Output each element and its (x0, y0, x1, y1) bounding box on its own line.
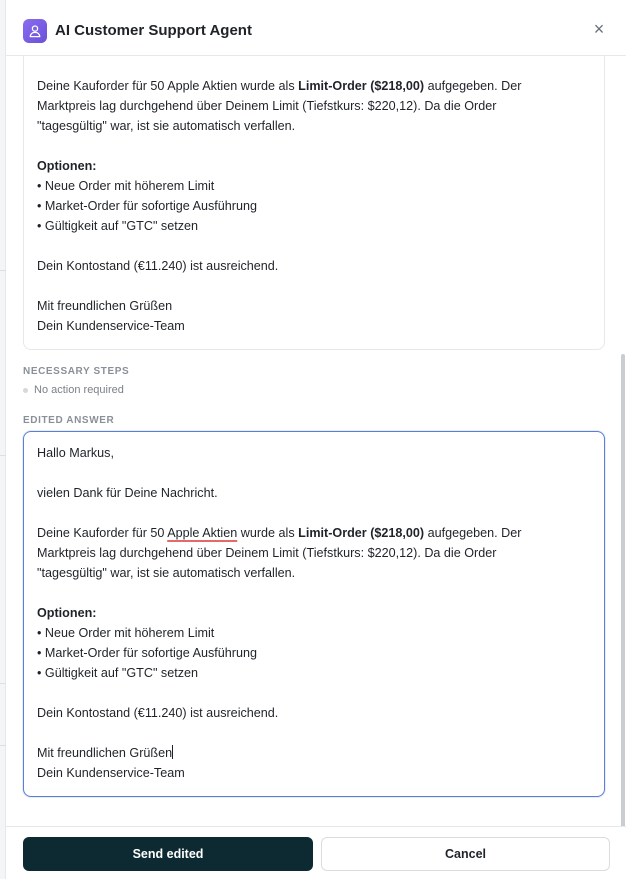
edited-option-2: • Market-Order für sofortige Ausführung (37, 646, 257, 660)
answer-option-1: • Neue Order mit höherem Limit (37, 179, 215, 193)
answer-signature: Dein Kundenservice-Team (37, 319, 185, 333)
answer-options-title: Optionen: (37, 159, 97, 173)
support-agent-panel (6, 0, 626, 879)
answer-closing: Mit freundlichen Grüßen (37, 299, 173, 313)
edited-paragraph-line-3: "tagesgültig" war, ist sie automatisch verfallen. (37, 566, 296, 580)
bullet-dot-icon (23, 388, 28, 393)
agent-avatar (23, 19, 47, 43)
necessary-step-item (23, 384, 124, 396)
cancel-button[interactable]: Cancel (321, 837, 610, 871)
edited-options-title: Optionen: (37, 606, 97, 620)
edited-thanks: vielen Dank für Deine Nachricht. (37, 486, 218, 500)
answer-balance: Dein Kontostand (€11.240) ist ausreichend. (37, 259, 279, 273)
edited-balance: Dein Kontostand (€11.240) ist ausreichend. (37, 706, 279, 720)
edited-option-3: • Gültigkeit auf "GTC" setzen (37, 666, 199, 680)
panel-header (6, 0, 626, 56)
ai-answer-card (23, 56, 605, 350)
edited-paragraph-line-2: Marktpreis lag durchgehend über Deinem Limit (Tiefstkurs: $220,12). Da die Order (37, 546, 497, 560)
send-edited-button[interactable]: Send edited (23, 837, 313, 871)
answer-paragraph-line-1: Deine Kauforder für 50 Apple Aktien wurde als Limit-Order ($218,00) aufgegeben. Der (37, 79, 522, 93)
edited-greeting: Hallo Markus, (37, 446, 114, 460)
edited-option-1: • Neue Order mit höherem Limit (37, 626, 215, 640)
answer-option-3: • Gültigkeit auf "GTC" setzen (37, 219, 199, 233)
necessary-step-text: No action required (34, 384, 124, 396)
edited-closing-line: Mit freundlichen Grüßen (37, 746, 173, 760)
edited-answer-textarea[interactable] (23, 431, 605, 797)
scrollbar-thumb[interactable] (621, 354, 625, 826)
answer-paragraph-line-2: Marktpreis lag durchgehend über Deinem Limit (Tiefstkurs: $220,12). Da die Order (37, 99, 497, 113)
necessary-steps-label: NECESSARY STEPS (23, 366, 130, 377)
edited-answer-label: EDITED ANSWER (23, 415, 115, 426)
panel-scroll-area[interactable] (6, 56, 626, 826)
text-caret (172, 745, 173, 759)
spellcheck-flag[interactable]: Apple Aktien (167, 526, 238, 540)
edited-signature: Dein Kundenservice-Team (37, 766, 185, 780)
user-icon (28, 24, 42, 38)
answer-paragraph-line-3: "tagesgültig" war, ist sie automatisch verfallen. (37, 119, 296, 133)
edited-paragraph-line-1: Deine Kauforder für 50 Apple Aktien wurde als Limit-Order ($218,00) aufgegeben. Der (37, 526, 522, 540)
answer-option-2: • Market-Order für sofortige Ausführung (37, 199, 257, 213)
close-icon[interactable]: × (593, 19, 605, 39)
panel-footer (6, 826, 626, 879)
panel-title: AI Customer Support Agent (55, 22, 252, 39)
